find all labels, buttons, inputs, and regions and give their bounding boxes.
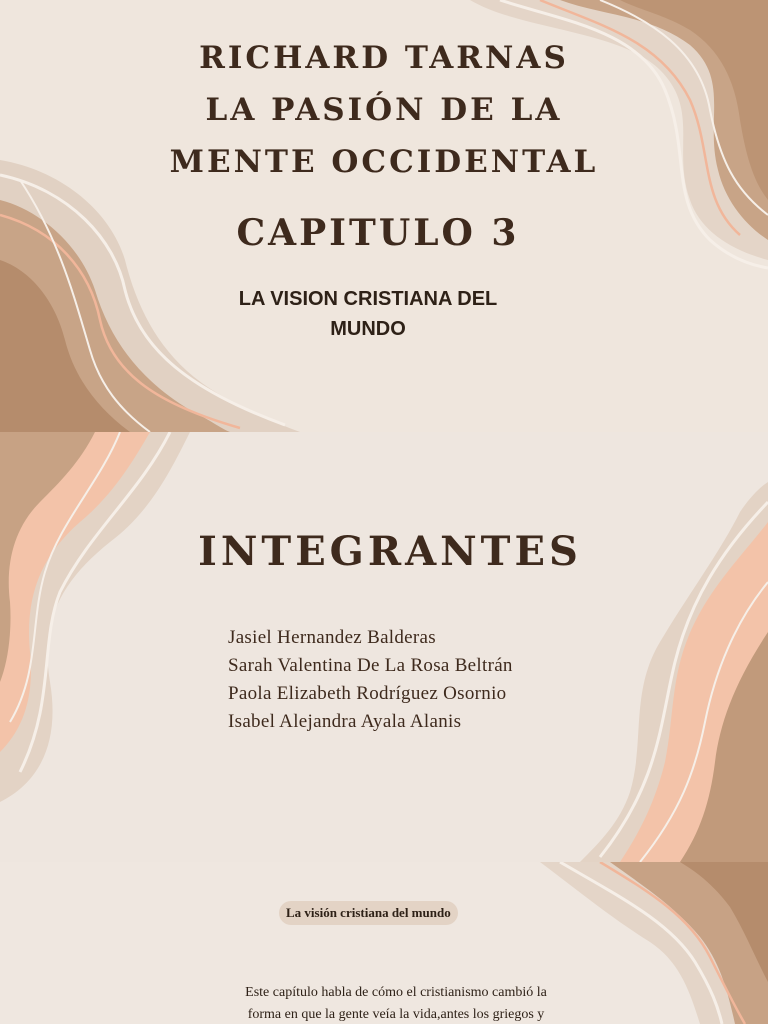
- book-author: RICHARD TARNAS: [199, 40, 569, 76]
- member-name: Paola Elizabeth Rodríguez Osornio: [228, 683, 507, 704]
- chapter-subtitle-line-2: MUNDO: [330, 318, 406, 340]
- summary-slide: [0, 862, 768, 1024]
- book-title-line-1: LA PASIÓN DE LA: [205, 92, 563, 128]
- paragraph-line: forma en que la gente veía la vida,antes los griegos y: [247, 1007, 545, 1022]
- member-name: Isabel Alejandra Ayala Alanis: [228, 711, 462, 732]
- section-tag: La visión cristiana del mundo: [279, 901, 458, 925]
- members-list: [228, 624, 513, 736]
- summary-paragraph: [196, 982, 596, 1024]
- members-slide: [0, 432, 768, 862]
- book-title-line-2: MENTE OCCIDENTAL: [169, 144, 599, 180]
- members-heading: INTEGRANTES: [198, 528, 582, 575]
- member-name: Sarah Valentina De La Rosa Beltrán: [228, 655, 513, 676]
- chapter-heading: CAPITULO 3: [236, 212, 520, 254]
- chapter-subtitle-line-1: LA VISION CRISTIANA DEL: [238, 288, 498, 310]
- title-slide: [0, 0, 768, 432]
- member-name: Jasiel Hernandez Balderas: [228, 627, 436, 648]
- paragraph-line: Este capítulo habla de cómo el cristianismo cambió la: [245, 985, 547, 1000]
